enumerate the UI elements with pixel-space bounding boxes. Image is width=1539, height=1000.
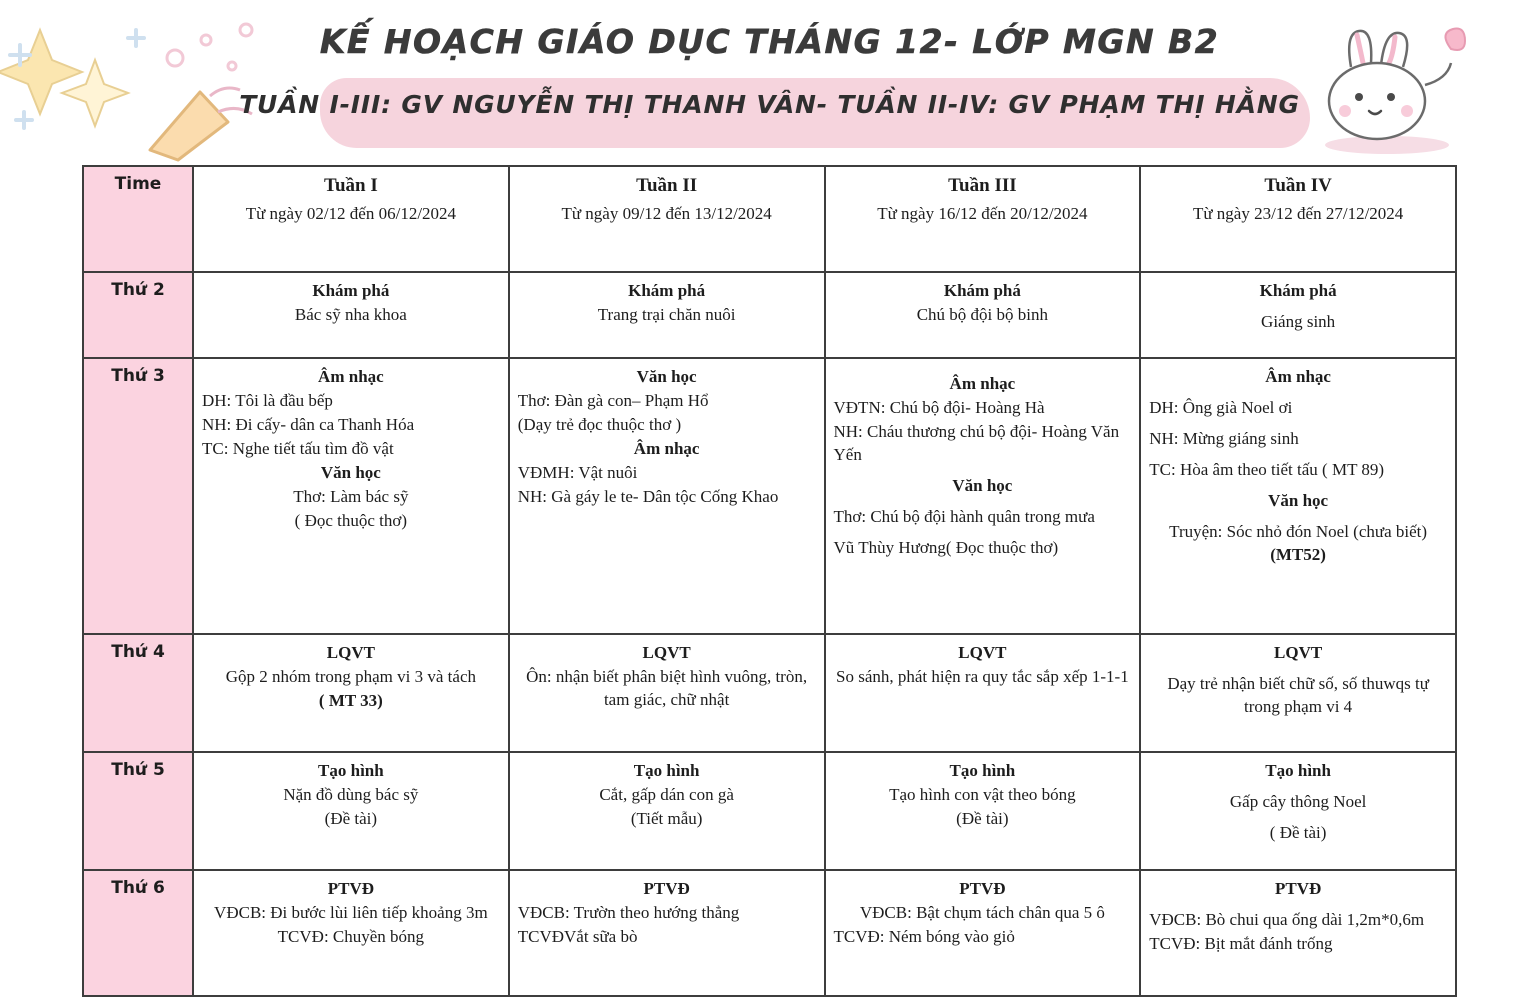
cell-thu2-week1: Khám phá Bác sỹ nha khoa bbox=[193, 272, 509, 358]
table-header-row bbox=[83, 166, 1456, 272]
week-header-3 bbox=[825, 166, 1141, 272]
cell-thu5-week1: Tạo hình Nặn đồ dùng bác sỹ (Đề tài) bbox=[193, 752, 509, 870]
cell-thu2-week4: Khám phá Giáng sinh bbox=[1140, 272, 1456, 358]
cell-thu6-week2: PTVĐ VĐCB: Trườn theo hướng thẳng TCVĐVắt sữa bò bbox=[509, 870, 825, 996]
page-title: KẾ HOẠCH GIÁO DỤC THÁNG 12- LỚP MGN B2 bbox=[319, 22, 1220, 61]
cell-thu4-week2: LQVT Ôn: nhận biết phân biệt hình vuông, tròn, tam giác, chữ nhật bbox=[509, 634, 825, 752]
cell-thu6-week3: PTVĐ VĐCB: Bật chụm tách chân qua 5 ô TCVĐ: Ném bóng vào giỏ bbox=[825, 870, 1141, 996]
table-row-thursday bbox=[83, 752, 1456, 870]
cell-thu4-week3: LQVT So sánh, phát hiện ra quy tắc sắp xếp 1-1-1 bbox=[825, 634, 1141, 752]
cell-thu3-week3: Âm nhạc VĐTN: Chú bộ đội- Hoàng Hà NH: Cháu thương chú bộ đội- Hoàng Văn Yến Văn học Thơ: Chú bộ đội hành quân trong mưa Vũ Thùy Hương( Đọc thuộc thơ) bbox=[825, 358, 1141, 634]
day-label-thu2: Thứ 2 bbox=[83, 272, 193, 358]
week-header-2 bbox=[509, 166, 825, 272]
cell-thu3-week4: Âm nhạc DH: Ông già Noel ơi NH: Mừng giáng sinh TC: Hòa âm theo tiết tấu ( MT 89) Văn học Truyện: Sóc nhỏ đón Noel (chưa biết)(MT52) bbox=[1140, 358, 1456, 634]
cell-thu3-week1: Âm nhạc DH: Tôi là đầu bếp NH: Đi cấy- dân ca Thanh Hóa TC: Nghe tiết tấu tìm đồ vật Văn học Thơ: Làm bác sỹ ( Đọc thuộc thơ) bbox=[193, 358, 509, 634]
education-plan-table bbox=[82, 165, 1457, 997]
week-header-4 bbox=[1140, 166, 1456, 272]
table-row-wednesday bbox=[83, 634, 1456, 752]
cell-thu6-week4: PTVĐ VĐCB: Bò chui qua ống dài 1,2m*0,6m TCVĐ: Bịt mắt đánh trống bbox=[1140, 870, 1456, 996]
day-label-thu4: Thứ 4 bbox=[83, 634, 193, 752]
week-dates: Từ ngày 23/12 đến 27/12/2024 bbox=[1192, 203, 1404, 223]
week-name: Tuần I bbox=[324, 175, 378, 196]
cell-thu4-week4: LQVT Dạy trẻ nhận biết chữ số, số thuwqs tự trong phạm vi 4 bbox=[1140, 634, 1456, 752]
cell-thu2-week2: Khám phá Trang trại chăn nuôi bbox=[509, 272, 825, 358]
cell-thu2-week3: Khám phá Chú bộ đội bộ binh bbox=[825, 272, 1141, 358]
cell-thu5-week3: Tạo hình Tạo hình con vật theo bóng (Đề tài) bbox=[825, 752, 1141, 870]
page-subtitle: TUẦN I-III: GV NGUYỄN THỊ THANH VÂN- TUẦN II-IV: GV PHẠM THỊ HẰNG bbox=[239, 90, 1300, 119]
day-label-thu6: Thứ 6 bbox=[83, 870, 193, 996]
week-name: Tuần II bbox=[636, 175, 698, 196]
truyen-code: (MT52) bbox=[1270, 544, 1326, 564]
table-row-monday bbox=[83, 272, 1456, 358]
page-header bbox=[0, 0, 1539, 165]
week-header-1 bbox=[193, 166, 509, 272]
week-name: Tuần IV bbox=[1264, 175, 1332, 196]
week-dates: Từ ngày 16/12 đến 20/12/2024 bbox=[877, 203, 1088, 223]
table-row-tuesday bbox=[83, 358, 1456, 634]
time-label-cell: Time bbox=[83, 166, 193, 272]
cell-thu6-week1: PTVĐ VĐCB: Đi bước lùi liên tiếp khoảng 3m TCVĐ: Chuyền bóng bbox=[193, 870, 509, 996]
truyen-text: Truyện: Sóc nhỏ đón Noel (chưa biết) bbox=[1169, 521, 1428, 541]
cell-thu3-week2: Văn học Thơ: Đàn gà con– Phạm Hổ (Dạy trẻ đọc thuộc thơ ) Âm nhạc VĐMH: Vật nuôi NH: Gà gáy le te- Dân tộc Cống Khao bbox=[509, 358, 825, 634]
cell-thu5-week4: Tạo hình Gấp cây thông Noel ( Đề tài) bbox=[1140, 752, 1456, 870]
day-label-thu3: Thứ 3 bbox=[83, 358, 193, 634]
week-dates: Từ ngày 09/12 đến 13/12/2024 bbox=[561, 203, 772, 223]
cell-thu5-week2: Tạo hình Cắt, gấp dán con gà (Tiết mẫu) bbox=[509, 752, 825, 870]
table-row-friday bbox=[83, 870, 1456, 996]
week-dates: Từ ngày 02/12 đến 06/12/2024 bbox=[245, 203, 457, 223]
day-label-thu5: Thứ 5 bbox=[83, 752, 193, 870]
week-name: Tuần III bbox=[948, 175, 1017, 196]
cell-thu4-week1: LQVT Gộp 2 nhóm trong phạm vi 3 và tách ( MT 33) bbox=[193, 634, 509, 752]
